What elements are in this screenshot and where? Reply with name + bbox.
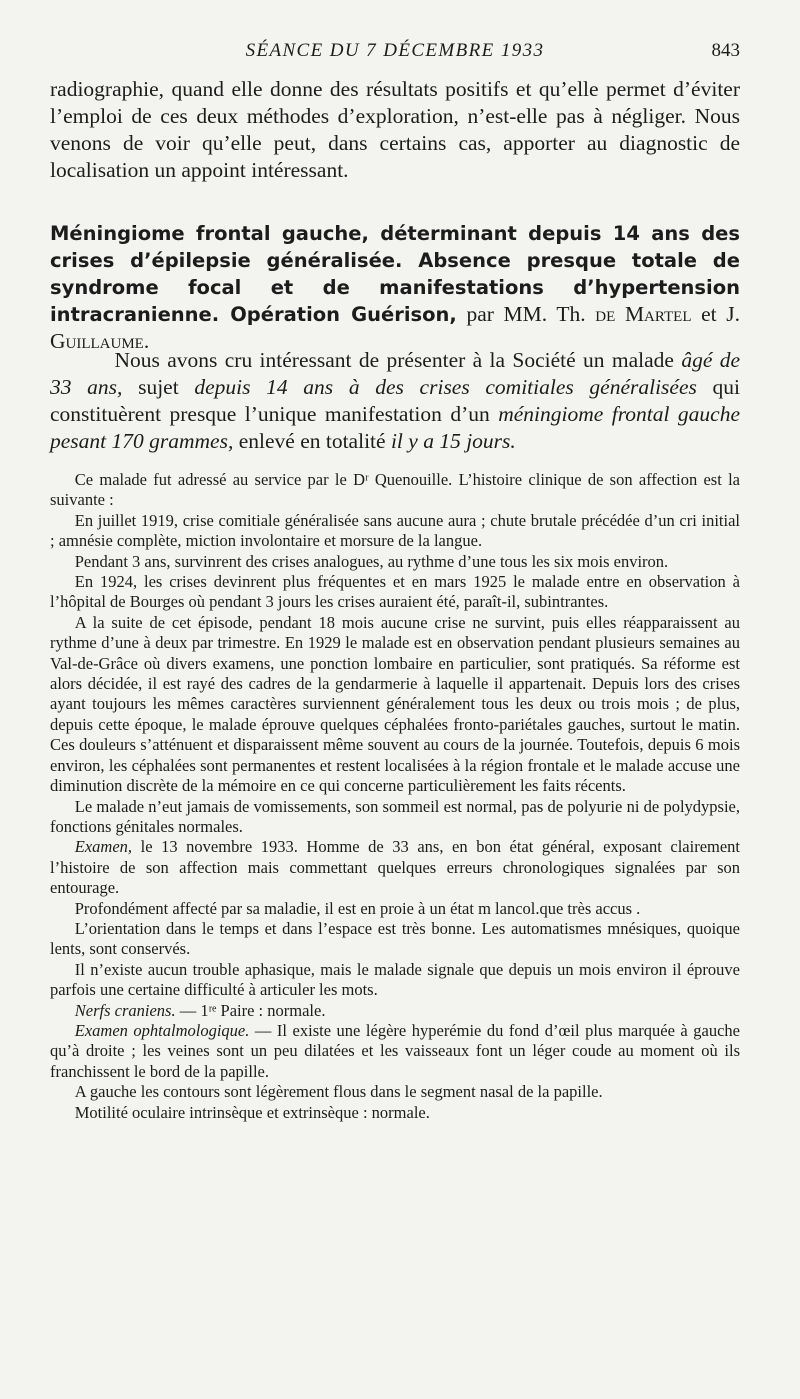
author1-name: Martel (624, 302, 692, 326)
lead-paragraph (50, 347, 740, 455)
intro-paragraph (50, 76, 740, 184)
case-paragraph: En 1924, les crises devinrent plus fréquentes et en mars 1925 le malade entre en observation à l’hôpital de Bourges où pendant 3 jours les crises auraient été, paraît-il, subintrantes. (50, 572, 740, 612)
case-paragraph: Ce malade fut adressé au service par le Dʳ Quenouille. L’histoire clinique de son affection est la suivante : (50, 470, 740, 510)
case-paragraph: A la suite de cet épisode, pendant 18 mois aucune crise ne survint, puis elles réapparaissent au rythme d’une à deux par trimestre. En 1929 le malade est en observation pendant plusieurs semaines au Val-de-Grâce où divers examens, une ponction lombaire en particulier, sont pratiqués. Sa réforme est alors décidée, il est rayé des cadres de la gendarmerie à laquelle il appartenait. Depuis lors des crises ayant toujours les mêmes caractères surviennent généralement tous les deux ou trois mois ; de plus, depuis cette époque, le malade éprouve quelques céphalées fronto-pariétales gauches, surtout le matin. Ces douleurs s’atténuent et disparaissent même souvent au cours de la journée. Toutefois, depuis 6 mois environ, les céphalées sont permanentes et restent localisées à la région frontale et le malade accuse une diminution discrète de la mémoire en ce qui concerne particulièrement les faits récents. (50, 612, 740, 796)
case-paragraph: Le malade n’eut jamais de vomissements, son sommeil est normal, pas de polyurie ni de polydypsie, fonctions génitales normales. (50, 796, 740, 836)
lead-text-3: qui constituèrent presque l’unique manifestation d’un (50, 375, 741, 426)
case-paragraph (50, 837, 740, 898)
lead-text-4: enlevé en totalité (238, 429, 386, 453)
case-paragraph: Profondément affecté par sa maladie, il est en proie à un état m lancol.que très accus . (74, 898, 641, 918)
lead-italic-2: depuis 14 ans à des crises comitiales généralisées (194, 375, 697, 399)
case-paragraph (50, 1021, 740, 1082)
case-paragraph (50, 1001, 740, 1021)
lead-italic-1: âgé de 33 ans, (50, 348, 740, 399)
author1-particle: de (595, 302, 616, 326)
article-title (50, 220, 740, 355)
nerfs-text: — 1ʳᵉ Paire : normale. (179, 1000, 326, 1020)
nerfs-label: Nerfs craniens. (74, 1000, 176, 1020)
case-paragraph: En juillet 1919, crise comitiale généralisée sans aucune aura ; chute brutale précédée d’un cri initial ; amnésie complète, miction involontaire et morsure de la langue. (50, 510, 740, 551)
case-paragraph: L’orientation dans le temps et dans l’espace est très bonne. Les automatismes mnésiques, quoique lents, sont conservés. (50, 918, 740, 959)
case-paragraph: Motilité oculaire intrinsèque et extrinsèque : normale. (74, 1102, 430, 1122)
case-paragraph: A gauche les contours sont légèrement flous dans le segment nasal de la papille. (74, 1082, 603, 1102)
examen-text: le 13 novembre 1933. Homme de 33 ans, en bon état général, exposant clairement l’histoire de son affection mais commettant quelques erreurs chronologiques signalées par son entourage. (50, 837, 741, 898)
case-paragraph: Pendant 3 ans, survinrent des crises analogues, au rythme d’une tous les six mois environ. (74, 551, 669, 571)
author2-name: Guillaume. (50, 329, 150, 353)
intro-text: radiographie, quand elle donne des résultats positifs et qu’elle permet d’éviter l’emploi de ces deux méthodes d’exploration, n’est-elle pas à négliger. Nous venons de voir qu’elle peut, dans certains cas, apporter au diagnostic de localisation un appoint intéressant. (50, 77, 740, 182)
lead-italic-4: il y a 15 jours. (390, 429, 516, 453)
lead-italic-3: méningiome frontal gauche pesant 170 grammes, (50, 402, 740, 453)
ophtalmo-label: Examen ophtalmologique. (74, 1020, 250, 1040)
lead-text-1: Nous avons cru intéressant de présenter à la Société un malade (114, 348, 674, 372)
case-report (50, 470, 740, 1123)
page-number: 843 (711, 40, 740, 61)
lead-text-2: sujet (138, 375, 179, 399)
running-title: SÉANCE DU 7 DÉCEMBRE 1933 (245, 40, 545, 61)
examen-label: Examen, (74, 837, 133, 857)
page-header (50, 40, 740, 68)
ophtalmo-text: — Il existe une légère hyperémie du fond d’œil plus marquée à gauche qu’à droite ; les veines sont un peu dilatées et les vaisseaux font un léger coude au moment où ils franchissent le bord de la papille. (50, 1020, 740, 1081)
case-paragraph: Il n’existe aucun trouble aphasique, mais le malade signale que depuis un mois environ il éprouve parfois une certaine difficulté à articuler les mots. (50, 959, 740, 1000)
article-title-text: Méningiome frontal gauche, déterminant depuis 14 ans des crises d’épilepsie généralisée. Absence presque totale de syndrome focal et de manifestations d’hypertension intracranienne. Opération Guérison, (50, 222, 740, 326)
byline-prefix: par MM. Th. (466, 302, 586, 326)
author2-initial: J. (726, 302, 741, 326)
byline-and: et (701, 302, 717, 326)
